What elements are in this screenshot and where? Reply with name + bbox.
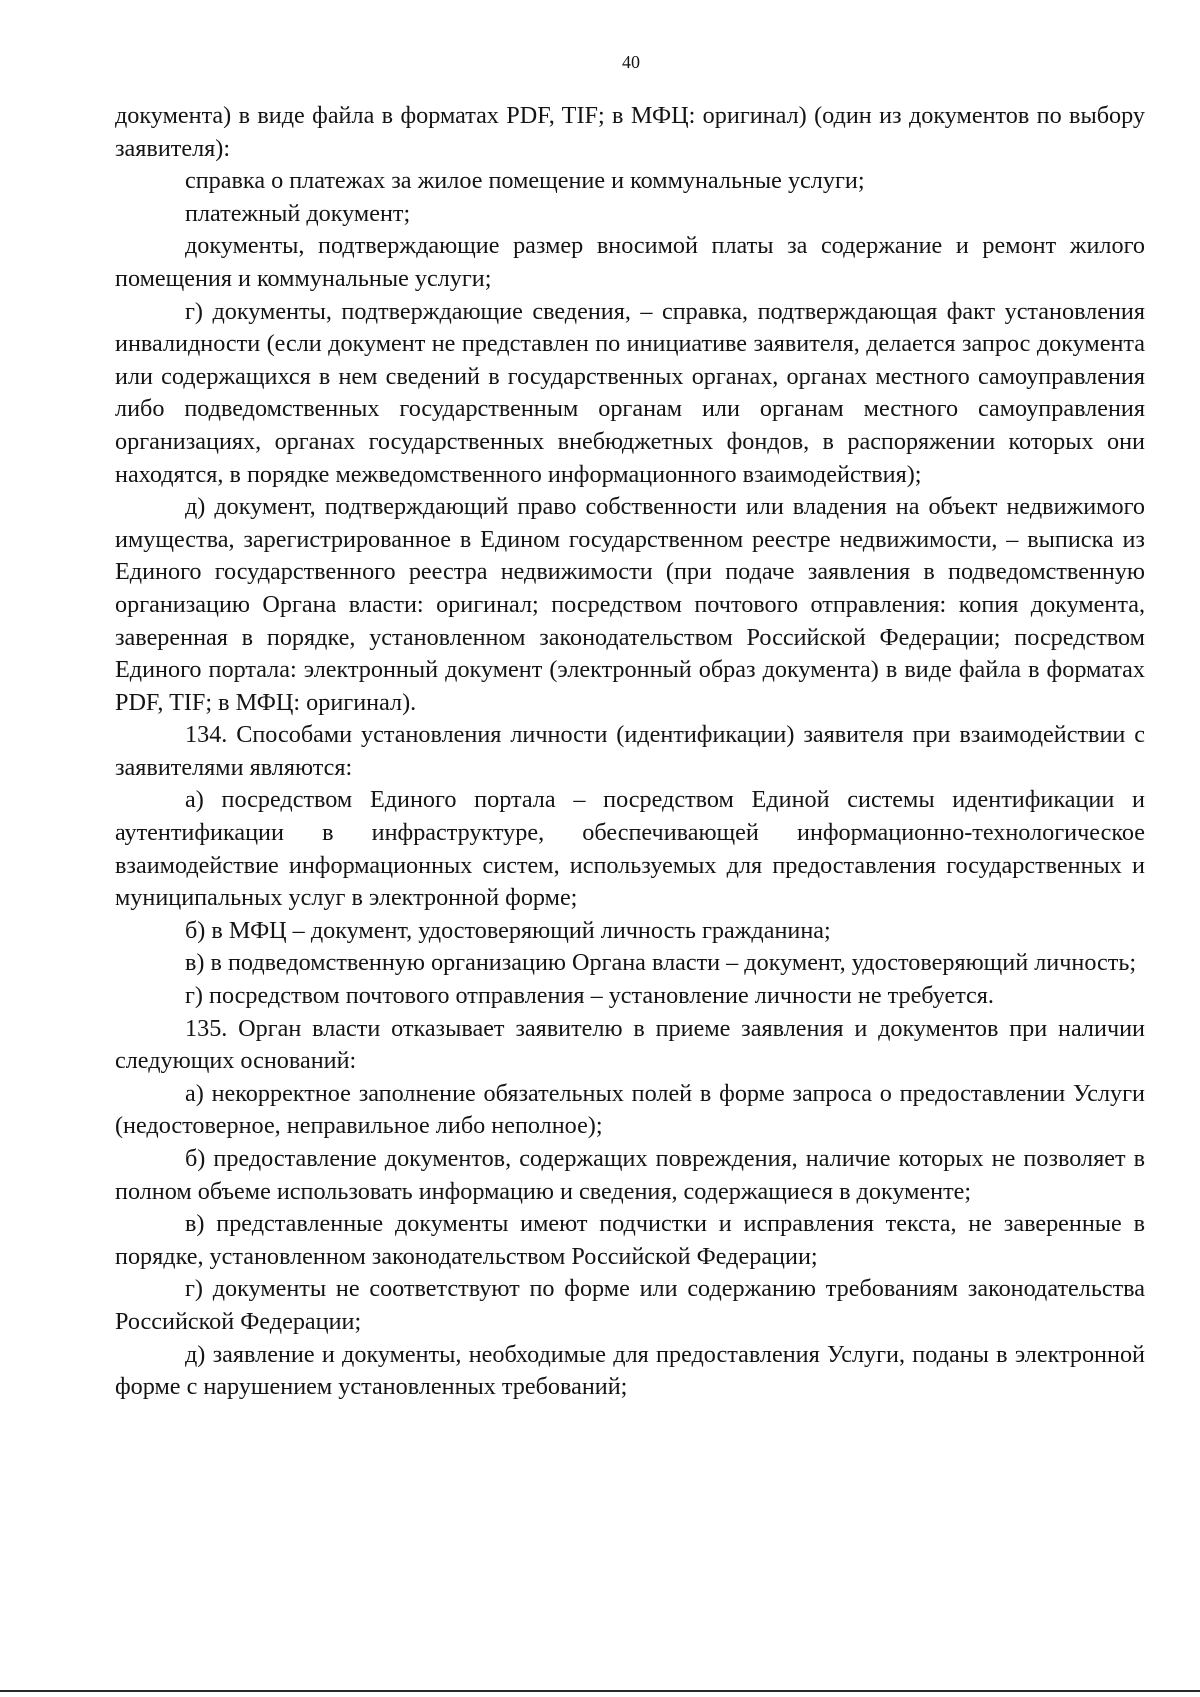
paragraph: д) документ, подтверждающий право собственности или владения на объект недвижимого имущества, зарегистрированное в Едином государственном реестре недвижимости, – выписка из Единого государственного реестра недвижимости (при подаче заявления в подведомственную организацию Органа власти: оригинал; посредством почтового отправления: копия документа, заверенная в порядке, установленном законодательством Российской Федерации; посредством Единого портала: электронный документ (электронный образ документа) в виде файла в форматах PDF, TIF; в МФЦ: оригинал). [115, 493, 1145, 716]
paragraph: платежный документ; [185, 199, 411, 227]
paragraph: б) предоставление документов, содержащих повреждения, наличие которых не позволяет в полном объеме использовать информацию и сведения, содержащиеся в документе; [115, 1145, 1145, 1205]
paragraph: б) в МФЦ – документ, удостоверяющий личность гражданина; [185, 916, 831, 944]
paragraph: а) некорректное заполнение обязательных полей в форме запроса о предоставлении Услуги (недостоверное, неправильное либо неполное); [115, 1079, 1145, 1140]
paragraph: документа) в виде файла в форматах PDF, TIF; в МФЦ: оригинал) (один из документов по выбору заявителя): [115, 102, 1145, 162]
bottom-rule [0, 1690, 1200, 1692]
paragraph: а) посредством Единого портала – посредством Единой системы идентификации и аутентификации в инфраструктуре, обеспечивающей информационно-технологическое взаимодействие информационных систем, используемых для предоставления государственных и муниципальных услуг в электронной форме; [115, 786, 1145, 912]
paragraph: документы, подтверждающие размер вносимой платы за содержание и ремонт жилого помещения и коммунальные услуги; [115, 232, 1145, 292]
document-body [115, 100, 1145, 1404]
paragraph: г) документы не соответствуют по форме или содержанию требованиям законодательства Российской Федерации; [115, 1275, 1145, 1335]
paragraph: д) заявление и документы, необходимые для предоставления Услуги, поданы в электронной форме с нарушением установленных требований; [115, 1340, 1145, 1401]
paragraph: г) посредством почтового отправления – установление личности не требуется. [185, 982, 994, 1010]
paragraph: в) в подведомственную организацию Органа власти – документ, удостоверяющий личность; [185, 949, 1137, 977]
paragraph: 135. Орган власти отказывает заявителю в приеме заявления и документов при наличии следующих оснований: [115, 1014, 1145, 1075]
paragraph: г) документы, подтверждающие сведения, – справка, подтверждающая факт установления инвалидности (если документ не представлен по инициативе заявителя, делается запрос документа или содержащихся в нем сведений в государственных органах, органах местного самоуправления либо подведомственных государственным органам или органам местного самоуправления организациях, органах государственных внебюджетных фондов, в распоряжении которых они находятся, в порядке межведомственного информационного взаимодействия); [115, 297, 1145, 488]
paragraph: 134. Способами установления личности (идентификации) заявителя при взаимодействии с заявителями являются: [115, 721, 1145, 781]
page-number: 40 [622, 52, 640, 72]
paragraph: справка о платежах за жилое помещение и коммунальные услуги; [185, 167, 865, 195]
paragraph: в) представленные документы имеют подчистки и исправления текста, не заверенные в порядке, установленном законодательством Российской Федерации; [115, 1210, 1145, 1270]
